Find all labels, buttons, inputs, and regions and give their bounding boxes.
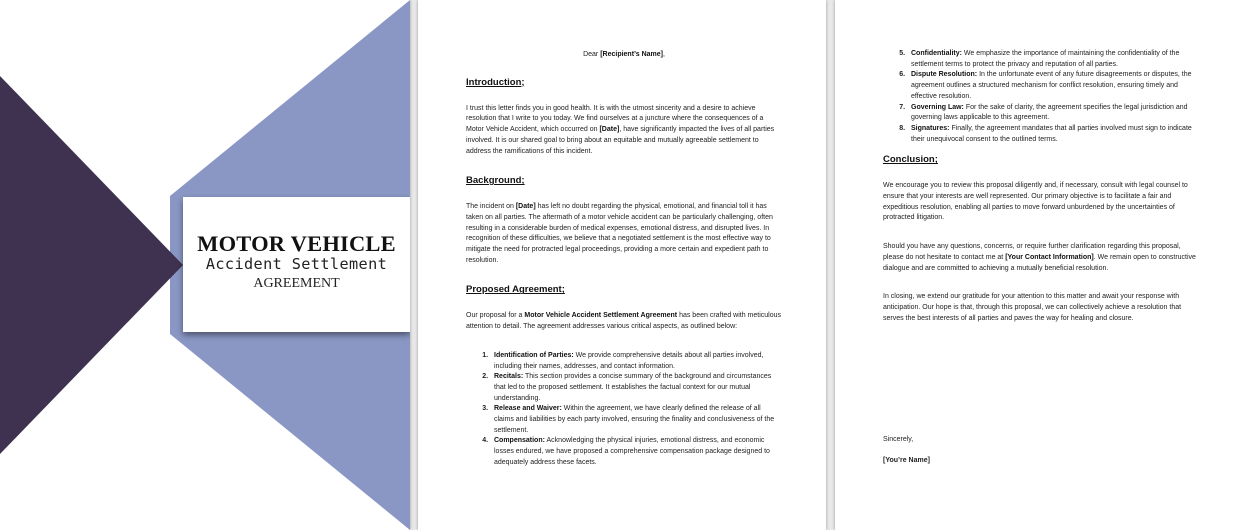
- signoff-block: [883, 436, 930, 464]
- contact-placeholder: [Your Contact Information]: [1005, 253, 1094, 261]
- recipient-placeholder: [Recipient’s Name]: [600, 51, 663, 58]
- list-item: 7. Governing Law: For the sake of clarity, the agreement specifies the legal jurisdiction and governing laws applicable to this agreement.: [907, 103, 1203, 124]
- proposed-agreement-heading: Proposed Agreement;: [466, 284, 565, 296]
- cover-page: [0, 0, 410, 530]
- list-item: 1. Identification of Parties: We provide comprehensive details about all parties involved, including their names, addresses, and contact information.: [490, 351, 782, 372]
- agreement-items-list-1: [466, 351, 782, 469]
- list-item: 4. Compensation: Acknowledging the physical injuries, emotional distress, and economic losses endured, we have proposed a comprehensive compensation package designed to adequately address these facets.: [490, 436, 782, 468]
- closing-text: Sincerely,: [883, 436, 914, 443]
- conclusion-heading: Conclusion;: [883, 154, 938, 166]
- background-paragraph: The incident on [Date] has left no doubt regarding the physical, emotional, and financial toll it has taken on all parties. The aftermath of a motor vehicle accident can be particularly challenging, often resulting in a considerable burden of medical expenses, emotional distress, and disrupted lives. In recognition of these difficulties, we believe that a negotiated settlement is the most effective way to mitigate the need for protracted legal proceedings, providing a more certain and expedient path to resolution.: [466, 203, 773, 264]
- proposed-agreement-paragraph: Our proposal for a Motor Vehicle Accident Settlement Agreement has been crafted with meticulous attention to detail. The agreement addresses various critical aspects, as outlined below:: [466, 312, 782, 331]
- list-item: 3. Release and Waiver: Within the agreement, we have clearly defined the release of all claims and liabilities by each party involved, ensuring the finality and conclusiveness of the settlement.: [490, 404, 782, 436]
- list-item: 8. Signatures: Finally, the agreement mandates that all parties involved must sign to indicate their unequivocal consent to the outlined terms.: [907, 124, 1203, 145]
- cover-title-box: [183, 197, 410, 332]
- list-item: 6. Dispute Resolution: In the unfortunate event of any future disagreements or disputes, the agreement outlines a structured mechanism for conflict resolution, ensuring timely and effective resolution.: [907, 70, 1203, 102]
- cover-title-main: MOTOR VEHICLE: [197, 231, 396, 256]
- cover-title-sub: Accident Settlement: [205, 255, 388, 273]
- letter-body-2: [883, 49, 1203, 342]
- conclusion-paragraph-1: We encourage you to review this proposal diligently and, if necessary, consult with legal counsel to ensure that your interests are well represented. Our primary objective is to facilitate a fair and expeditious resolution, enabling all parties to move forward unburdened by the uncertainties of protracted litigation.: [883, 182, 1188, 222]
- letter-page-1: [418, 0, 826, 530]
- introduction-paragraph: I trust this letter finds you in good health. It is with the utmost sincerity and a desire to achieve resolution that I write to you today. We find ourselves at a juncture where the consequences of a Motor Vehicle Accident, which occurred on [Date], have significantly impacted the lives of all parties involved. It is our shared goal to bring about an equitable and mutually agreeable settlement to address the ramifications of this incident.: [466, 104, 775, 155]
- cover-dark-triangle: [0, 76, 183, 454]
- list-item: 2. Recitals: This section provides a concise summary of the background and circumstances that led to the proposed settlement. It establishes the factual context for our mutual understanding.: [490, 372, 782, 404]
- background-heading: Background;: [466, 175, 525, 187]
- introduction-heading: Introduction;: [466, 76, 525, 88]
- agreement-items-list-2: [883, 49, 1203, 145]
- signature-placeholder: [You’re Name]: [883, 457, 930, 464]
- salutation: Dear [Recipient’s Name],: [583, 51, 665, 58]
- letter-page-2: [835, 0, 1244, 530]
- letter-body-1: [466, 50, 782, 469]
- conclusion-paragraph-3: In closing, we extend our gratitude for your attention to this matter and await your response with anticipation. Our hope is that, through this proposal, we can collectively achieve a resolution that serves the best interests of all parties and paves the way for healing and closure.: [883, 293, 1182, 322]
- list-item: 5. Confidentiality: We emphasize the importance of maintaining the confidentiality of the settlement terms to protect the privacy and reputation of all parties.: [907, 49, 1203, 70]
- cover-title-agreement: AGREEMENT: [253, 276, 340, 291]
- conclusion-paragraph-2: Should you have any questions, concerns, or require further clarification regarding this proposal, please do not hesitate to contact me at [Your Contact Information]. We remain open to constructive dialogue and are committed to achieving a mutually beneficial resolution.: [883, 243, 1196, 272]
